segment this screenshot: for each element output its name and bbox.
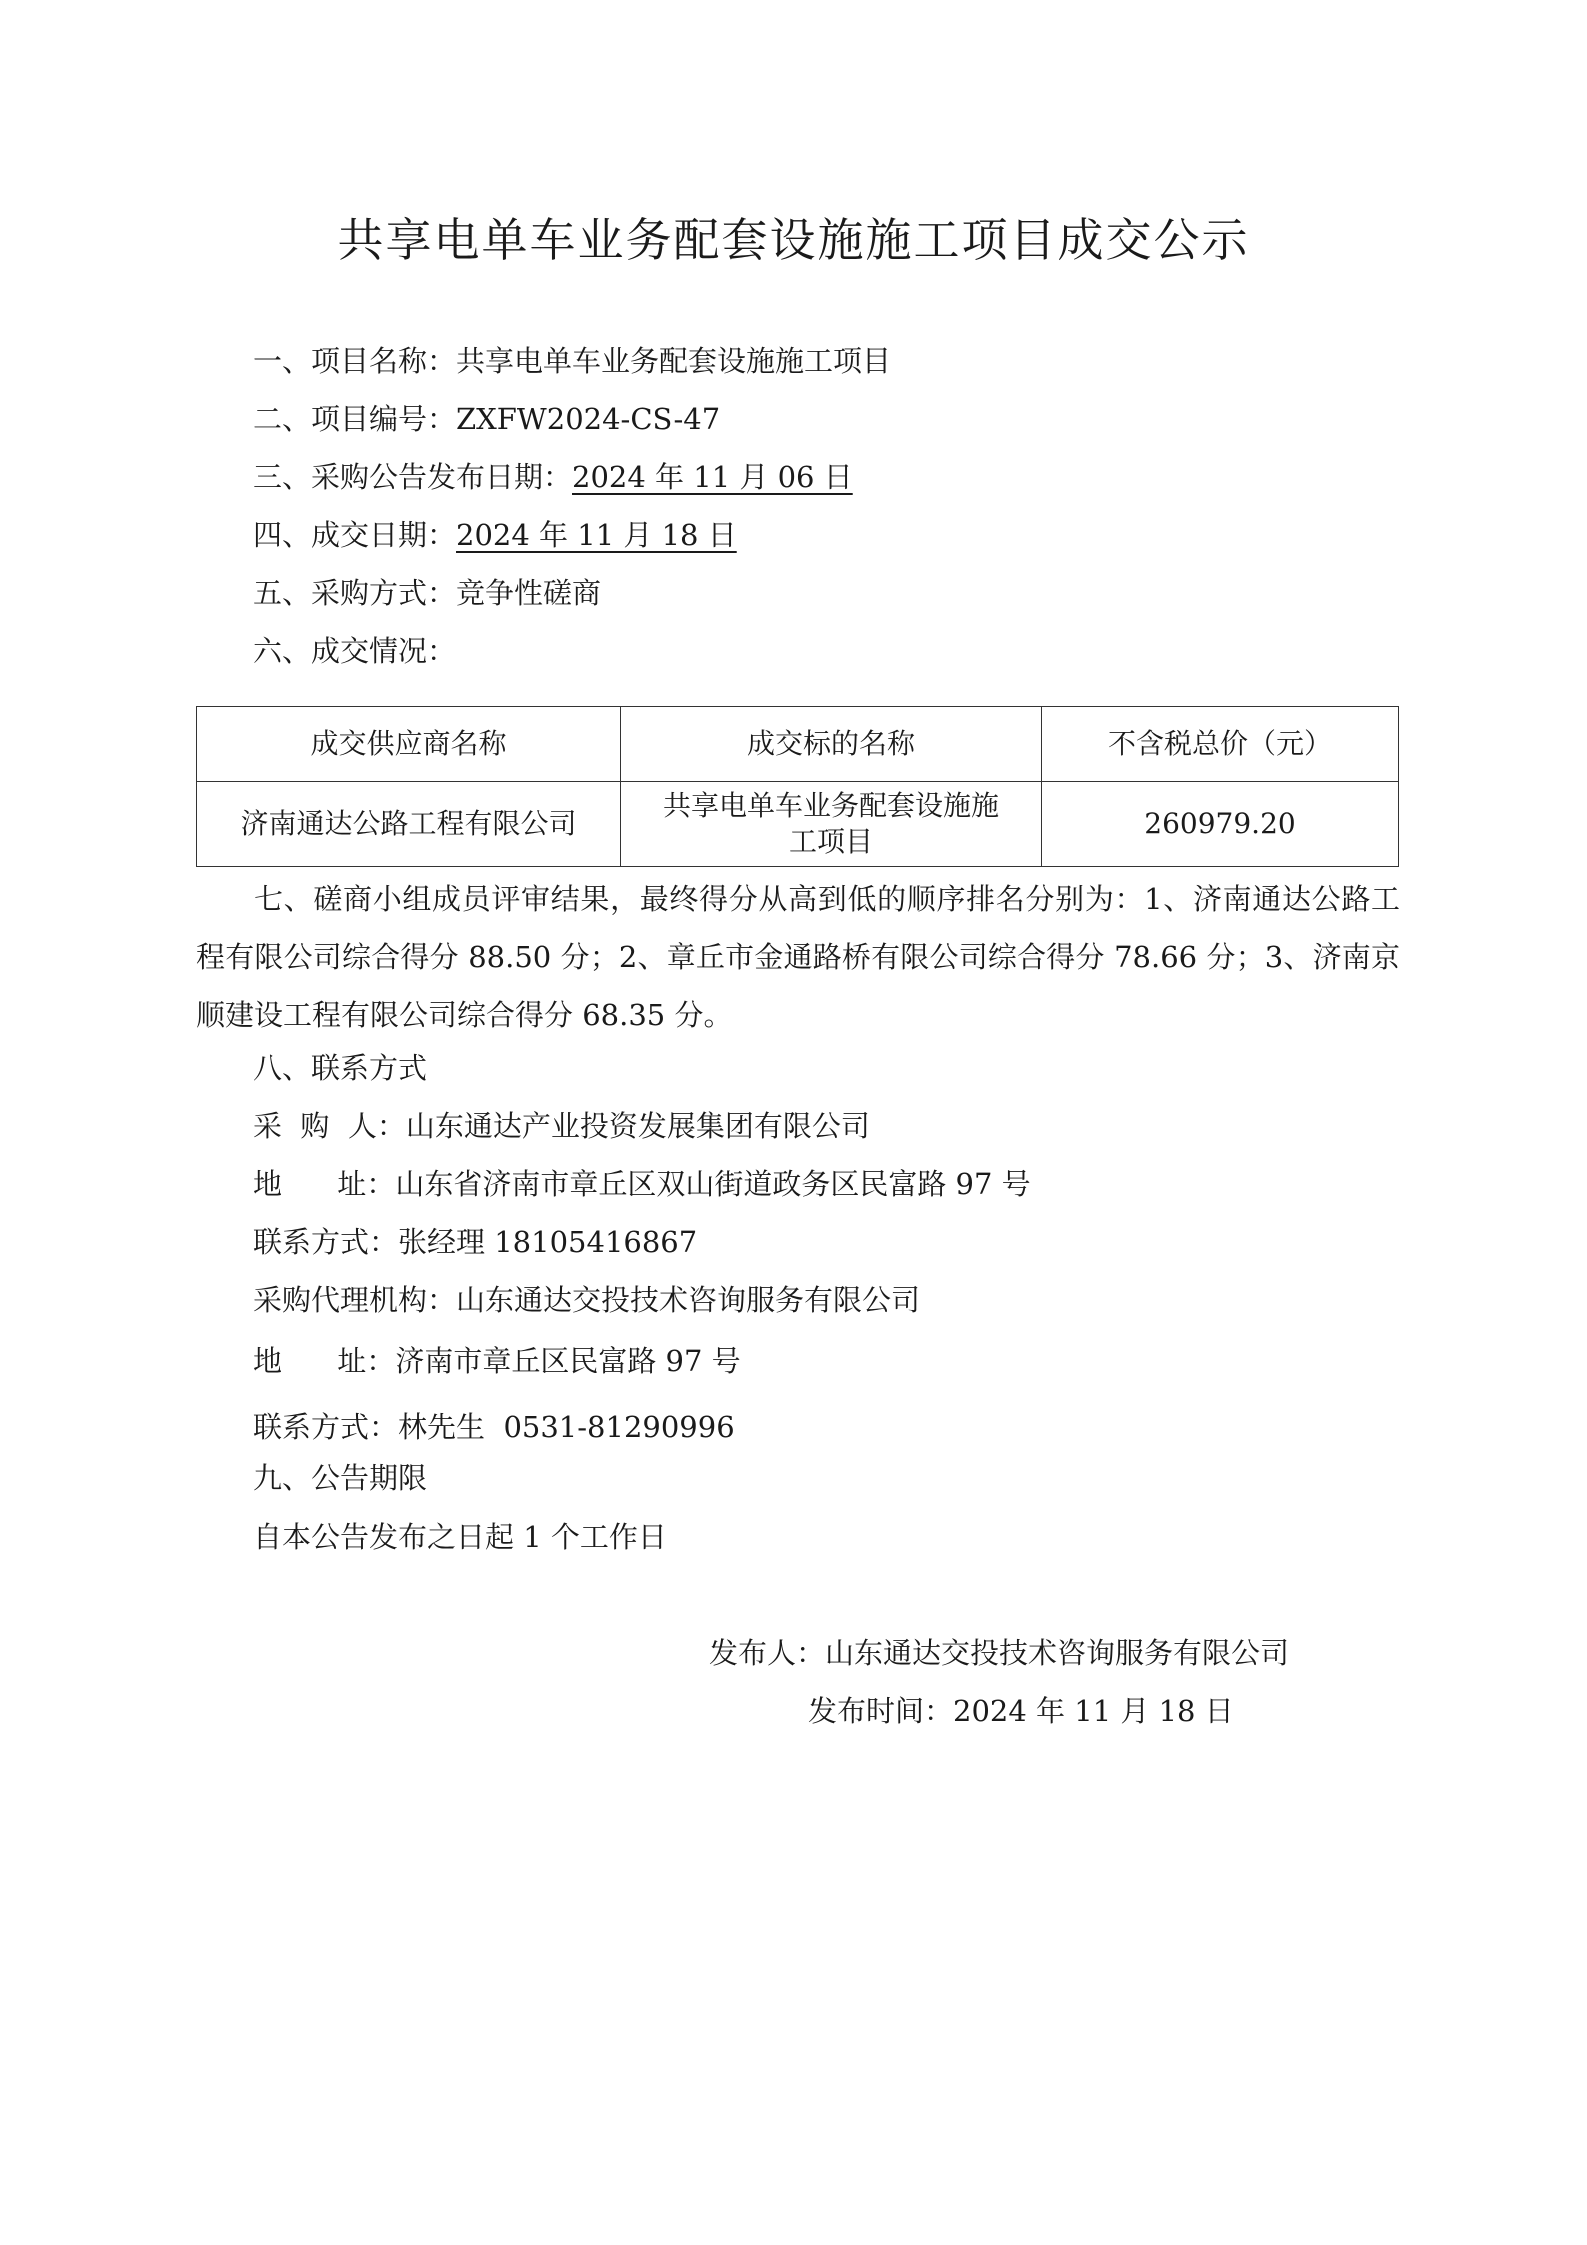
buyer-contact-line (253, 1222, 697, 1262)
agent-contact-value: 林先生 0531-81290996 (398, 1410, 735, 1444)
project-name-label: 一、项目名称： (253, 344, 457, 378)
agent-label: 采购代理机构： (253, 1283, 457, 1317)
cell-subject: 共享电单车业务配套设施施工项目 (621, 782, 1042, 867)
buyer-address-label: 地 址： (253, 1167, 396, 1201)
buyer-contact-value: 张经理 18105416867 (398, 1225, 698, 1259)
buyer-address-value: 山东省济南市章丘区双山街道政务区民富路 97 号 (395, 1167, 1031, 1201)
publish-date-value: 2024 年 11 月 06 日 (572, 460, 853, 494)
buyer-address-line (253, 1164, 1031, 1204)
agent-value: 山东通达交投技术咨询服务有限公司 (456, 1283, 921, 1317)
header-price: 不含税总价（元） (1042, 707, 1399, 782)
method-line (253, 573, 601, 613)
period-heading: 九、公告期限 (253, 1461, 428, 1495)
publish-time-value: 2024 年 11 月 18 日 (953, 1694, 1234, 1728)
deal-date-label: 四、成交日期： (253, 518, 457, 552)
header-subject: 成交标的名称 (621, 707, 1042, 782)
agent-address-value: 济南市章丘区民富路 97 号 (395, 1344, 741, 1378)
table-row (197, 782, 1399, 867)
table-header-row (197, 707, 1399, 782)
buyer-contact-label: 联系方式： (253, 1225, 399, 1259)
result-table (196, 706, 1399, 867)
header-supplier: 成交供应商名称 (197, 707, 621, 782)
agent-address-label: 地 址： (253, 1344, 396, 1378)
agent-address-line (253, 1341, 741, 1381)
publish-time-label: 发布时间： (808, 1694, 954, 1728)
deal-date-value: 2024 年 11 月 18 日 (456, 518, 737, 552)
agent-contact-label: 联系方式： (253, 1410, 399, 1444)
publish-date-line (253, 457, 853, 497)
cell-supplier: 济南通达公路工程有限公司 (197, 782, 621, 867)
publisher-value: 山东通达交投技术咨询服务有限公司 (825, 1636, 1290, 1670)
buyer-label: 采 购 人： (253, 1109, 406, 1143)
agent-contact-line (253, 1407, 735, 1447)
buyer-value: 山东通达产业投资发展集团有限公司 (405, 1109, 870, 1143)
agent-line (253, 1280, 920, 1320)
project-no-value: ZXFW2024-CS-47 (456, 402, 721, 436)
project-name-line (253, 341, 891, 381)
page-title: 共享电单车业务配套设施施工项目成交公示 (337, 213, 1250, 267)
publish-time-line (808, 1691, 1234, 1731)
project-name-value: 共享电单车业务配套设施施工项目 (456, 344, 892, 378)
buyer-line (253, 1106, 870, 1146)
publisher-label: 发布人： (709, 1636, 826, 1670)
deal-date-line (253, 515, 737, 555)
project-no-line (253, 399, 720, 439)
period-text: 自本公告发布之日起 1 个工作日 (253, 1520, 667, 1554)
cell-price: 260979.20 (1042, 782, 1399, 867)
method-label: 五、采购方式： (253, 576, 457, 610)
project-no-label: 二、项目编号： (253, 402, 457, 436)
publish-date-label: 三、采购公告发布日期： (253, 460, 573, 494)
publisher-line (709, 1633, 1289, 1673)
situation-heading: 六、成交情况： (253, 634, 457, 668)
contact-heading: 八、联系方式 (253, 1051, 428, 1085)
review-paragraph: 七、磋商小组成员评审结果，最终得分从高到低的顺序排名分别为：1、济南通达公路工程有限公司综合得分 88.50 分；2、章丘市金通路桥有限公司综合得分 78.66 分；3、济南京顺建设工程有限公司综合得分 68.35 分。 (196, 882, 1400, 1032)
method-value: 竞争性磋商 (456, 576, 602, 610)
